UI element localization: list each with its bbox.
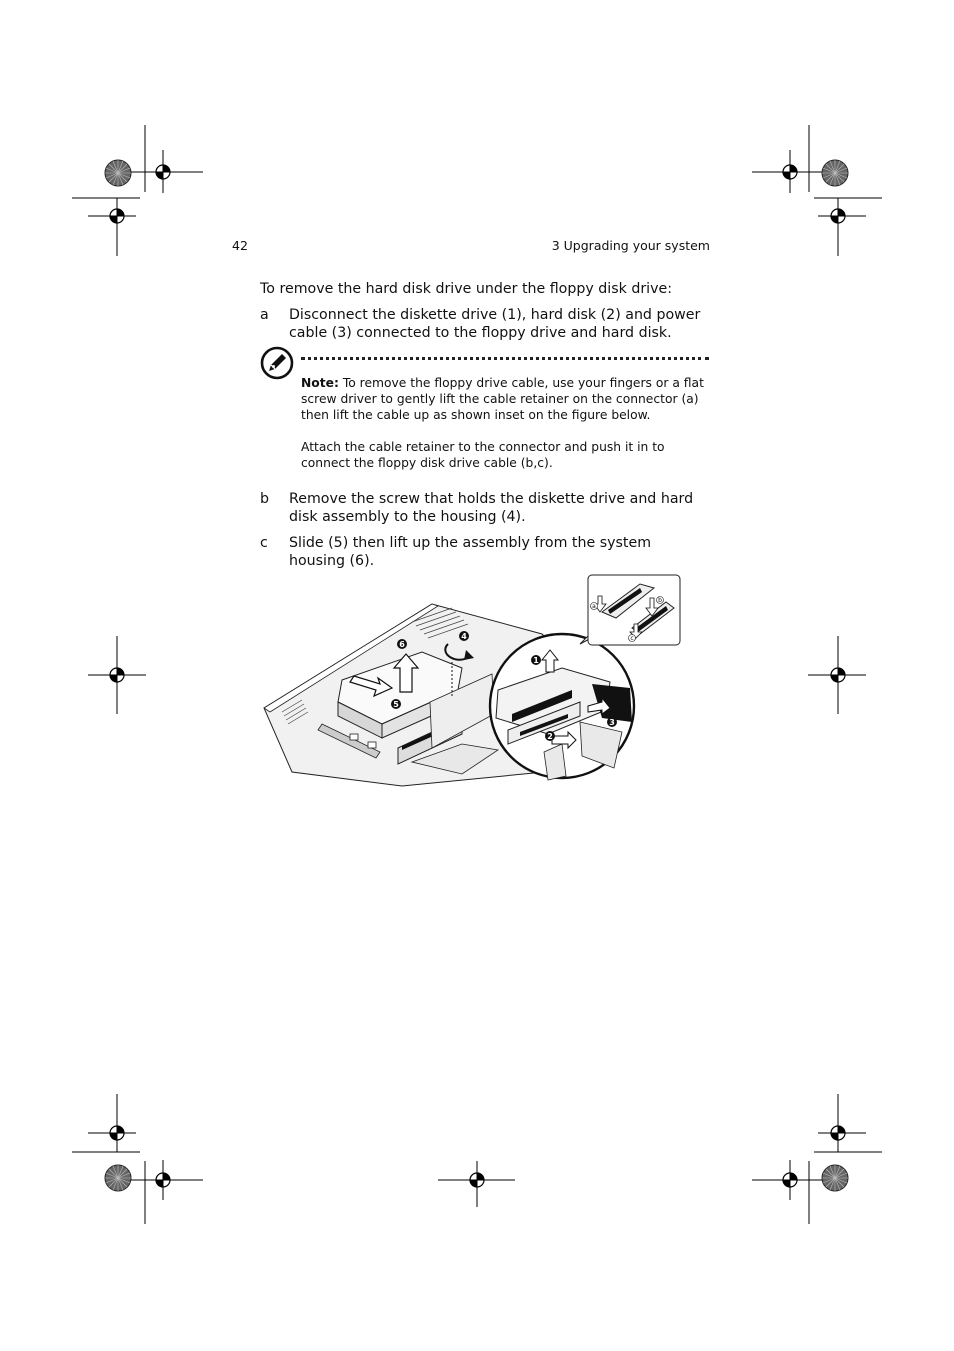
step-text: Slide (5) then lift up the assembly from the system housing (6). xyxy=(289,535,652,569)
step-text: Remove the screw that holds the diskette drive and hard disk assembly to the housing (4). xyxy=(289,491,694,525)
note-label: Note: xyxy=(301,376,339,390)
note-paragraph xyxy=(301,375,711,423)
page-number: 42 xyxy=(232,238,248,253)
note-divider xyxy=(301,357,709,360)
svg-text:a: a xyxy=(592,603,596,610)
step-letter: a xyxy=(260,307,269,323)
note-text: To remove the floppy drive cable, use your fingers or a flat screw driver to gently lift the cable retainer on the connector (a) then lift the cable up as shown inset on the figure below. xyxy=(301,376,704,422)
svg-text:b: b xyxy=(658,597,662,604)
chapter-title: 3 Upgrading your system xyxy=(551,238,710,253)
svg-text:1: 1 xyxy=(533,656,539,665)
step-b xyxy=(260,490,710,530)
inset-label-b xyxy=(657,597,664,605)
callout-2 xyxy=(545,731,555,741)
step-a xyxy=(260,306,710,346)
callout-1 xyxy=(531,655,541,665)
callout-6 xyxy=(397,639,407,649)
step-letter: b xyxy=(260,491,270,507)
note-pen-icon xyxy=(260,346,294,380)
intro-text: To remove the hard disk drive under the floppy disk drive: xyxy=(260,281,673,297)
callout-5 xyxy=(391,699,401,709)
callout-3 xyxy=(607,717,617,727)
svg-text:3: 3 xyxy=(609,718,615,727)
svg-text:2: 2 xyxy=(547,732,553,741)
note-paragraph-2: Attach the cable retainer to the connector and push it in to connect the floppy disk drive cable (b,c). xyxy=(301,440,665,470)
step-text: Disconnect the diskette drive (1), hard disk (2) and power cable (3) connected to the floppy drive and hard disk. xyxy=(289,307,701,341)
step-letter: c xyxy=(260,535,268,551)
callout-4 xyxy=(459,631,469,641)
drive-removal-figure xyxy=(262,572,686,788)
svg-text:6: 6 xyxy=(399,640,405,649)
step-c xyxy=(260,534,710,569)
note-box xyxy=(301,375,711,471)
svg-text:c: c xyxy=(630,635,634,642)
inset-label-a xyxy=(591,603,598,611)
svg-text:4: 4 xyxy=(461,632,467,641)
svg-text:5: 5 xyxy=(393,700,399,709)
inset-label-c xyxy=(629,635,636,643)
